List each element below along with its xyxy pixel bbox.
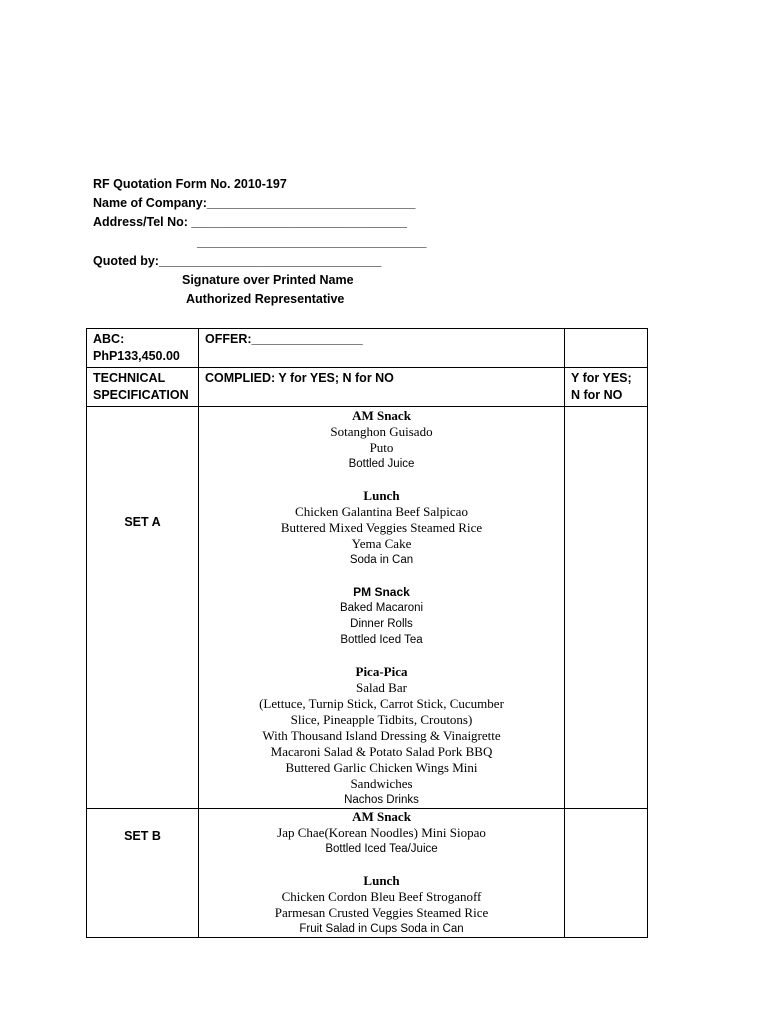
complied-cell xyxy=(199,368,565,407)
signature-caption: Signature over Printed Name xyxy=(182,273,354,287)
yes-no-line2: N for NO xyxy=(571,388,623,402)
set-b-menu xyxy=(199,809,565,938)
menu-item: Sandwiches xyxy=(350,776,413,791)
abc-cell xyxy=(87,329,199,368)
menu-item: Dinner Rolls xyxy=(350,618,413,630)
quoted-by-field: Quoted by:________________________________ xyxy=(93,254,382,268)
complied-label: COMPLIED: Y for YES; N for NO xyxy=(205,371,394,385)
empty-cell xyxy=(565,809,648,938)
empty-cell xyxy=(565,407,648,809)
am-snack-heading: AM Snack xyxy=(352,809,411,824)
table-row xyxy=(87,809,648,938)
address-field: Address/Tel No: _______________________________ xyxy=(93,215,407,229)
abc-label: ABC: xyxy=(93,332,125,346)
menu-item: Salad Bar xyxy=(356,680,407,695)
set-a-text: SET A xyxy=(124,515,161,529)
menu-item: Baked Macaroni xyxy=(339,602,424,614)
set-b-label xyxy=(87,809,199,938)
tech-spec-cell xyxy=(87,368,199,407)
form-number: RF Quotation Form No. 2010-197 xyxy=(93,177,287,191)
tech-spec-line2: SPECIFICATION xyxy=(93,388,189,402)
pica-heading: Pica-Pica xyxy=(355,664,408,679)
abc-value: PhP133,450.00 xyxy=(93,349,180,363)
menu-item: Slice, Pineapple Tidbits, Croutons) xyxy=(290,712,473,727)
menu-item: With Thousand Island Dressing & Vinaigrette xyxy=(262,728,501,743)
menu-item: Fruit Salad in Cups Soda in Can xyxy=(299,923,464,935)
menu-item: Yema Cake xyxy=(351,536,412,551)
table-row xyxy=(87,407,648,809)
lunch-heading: Lunch xyxy=(363,488,400,503)
empty-cell xyxy=(565,329,648,368)
menu-item: Buttered Garlic Chicken Wings Mini xyxy=(285,760,478,775)
table-row xyxy=(87,368,648,407)
offer-cell xyxy=(199,329,565,368)
address-line-2: _________________________________ xyxy=(197,235,427,249)
menu-item: Jap Chae(Korean Noodles) Mini Siopao xyxy=(277,825,486,840)
menu-item: Chicken Galantina Beef Salpicao xyxy=(295,504,468,519)
tech-spec-line1: TECHNICAL xyxy=(93,371,166,385)
offer-field: OFFER:________________ xyxy=(205,332,363,346)
set-a-label xyxy=(87,407,199,809)
lunch-heading: Lunch xyxy=(363,873,400,888)
am-snack-heading: AM Snack xyxy=(352,408,411,423)
yes-no-line1: Y for YES; xyxy=(571,371,632,385)
pm-snack-heading: PM Snack xyxy=(353,585,410,599)
menu-item: Chicken Cordon Bleu Beef Stroganoff xyxy=(281,889,482,904)
quotation-table xyxy=(86,328,648,938)
menu-item: Parmesan Crusted Veggies Steamed Rice xyxy=(274,905,489,920)
yes-no-cell xyxy=(565,368,648,407)
menu-item: Nachos Drinks xyxy=(344,794,419,806)
company-field: Name of Company:______________________________ xyxy=(93,196,416,210)
menu-item: Sotanghon Guisado xyxy=(330,424,433,439)
menu-item: Bottled Iced Tea/Juice xyxy=(325,843,438,855)
table-row xyxy=(87,329,648,368)
menu-item: Bottled Juice xyxy=(348,458,415,470)
menu-item: Puto xyxy=(369,440,394,455)
menu-item: Macaroni Salad & Potato Salad Pork BBQ xyxy=(270,744,493,759)
representative-caption: Authorized Representative xyxy=(186,292,345,306)
menu-item: (Lettuce, Turnip Stick, Carrot Stick, Cucumber xyxy=(259,696,504,711)
menu-item: Soda in Can xyxy=(349,554,414,566)
set-b-text: SET B xyxy=(124,829,161,843)
set-a-menu xyxy=(199,407,565,809)
menu-item: Bottled Iced Tea xyxy=(340,634,423,646)
menu-item: Buttered Mixed Veggies Steamed Rice xyxy=(280,520,483,535)
